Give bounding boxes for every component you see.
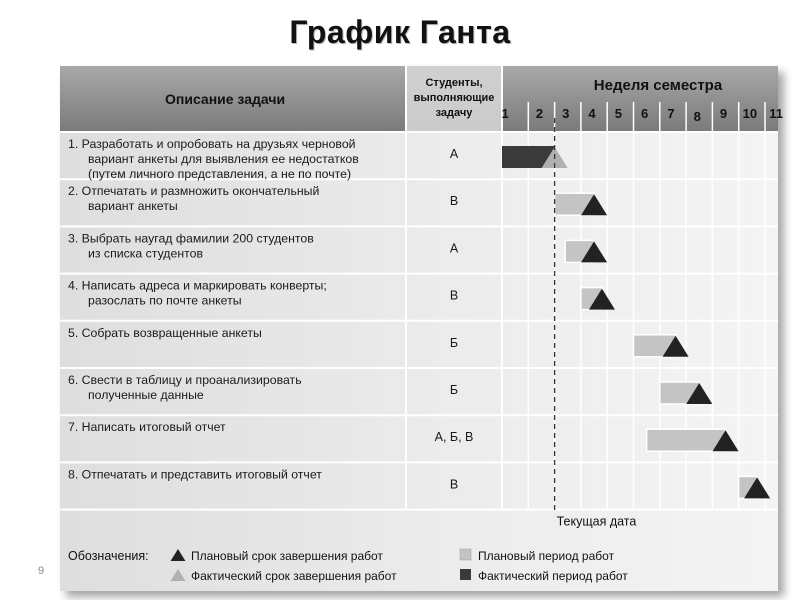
week-tick-label: 9 <box>719 106 728 121</box>
week-tick-label: 4 <box>588 106 596 121</box>
week-tick-label: 10 <box>742 106 758 121</box>
task-description: 3. Выбрать наугад фамилии 200 студентов <box>68 231 314 246</box>
week-tick-label: 5 <box>614 106 622 121</box>
students-column-header: Студенты, <box>425 77 483 89</box>
week-column-header: Неделя семестра <box>593 77 723 94</box>
week-tick-label: 8 <box>693 109 701 124</box>
task-description: вариант анкеты <box>88 199 178 214</box>
task-students: В <box>449 288 459 303</box>
planned-period-bar <box>647 429 726 451</box>
task-description: 4. Написать адреса и маркировать конверты; <box>68 278 327 293</box>
task-description: 6. Свести в таблицу и проанализировать <box>68 373 302 387</box>
legend-actual-period-label: Фактический период работ <box>478 569 628 583</box>
task-description: 5. Собрать возвращенные анкеты <box>68 325 262 340</box>
legend-planned-period-icon <box>460 549 471 560</box>
task-students: А <box>449 241 459 256</box>
students-column-header: выполняющие <box>413 92 495 104</box>
task-description: 7. Написать итоговый отчет <box>68 420 226 435</box>
legend-actual-period-icon <box>460 569 471 580</box>
legend-planned-deadline-label: Плановый срок завершения работ <box>191 549 383 563</box>
task-description: (путем личного представления, а не по почте) <box>88 167 352 181</box>
task-students: А, Б, В <box>434 430 474 445</box>
week-tick-label: 2 <box>535 106 544 121</box>
page-title: График Ганта <box>289 14 511 50</box>
task-description: 1. Разработать и опробовать на друзьях черновой <box>68 137 356 151</box>
week-tick-label: 1 <box>501 106 509 121</box>
task-description: вариант анкеты для выявления ее недостатков <box>88 152 359 166</box>
task-description: разослать по почте анкеты <box>88 293 242 308</box>
gantt-table <box>60 66 784 591</box>
students-column-header: задачу <box>435 107 473 119</box>
gantt-chart <box>60 66 784 591</box>
task-students: Б <box>449 335 459 350</box>
legend-actual-deadline-label: Фактический срок завершения работ <box>191 569 397 583</box>
task-students: В <box>449 477 459 492</box>
legend-planned-period-label: Плановый период работ <box>478 549 615 563</box>
task-description: 2. Отпечатать и размножить окончательный <box>68 184 320 199</box>
task-students: Б <box>449 383 459 397</box>
legend-title: Обозначения: <box>68 549 149 563</box>
task-description: полученные данные <box>88 388 204 402</box>
task-students: А <box>449 147 459 161</box>
week-tick-label: 11 <box>769 106 784 121</box>
week-tick-label: 3 <box>562 106 570 121</box>
task-students: В <box>449 194 459 209</box>
current-date-label: Текущая дата <box>556 514 637 529</box>
week-tick-label: 7 <box>667 106 675 121</box>
task-description: 8. Отпечатать и представить итоговый отчет <box>68 467 322 482</box>
task-column-header: Описание задачи <box>165 91 286 107</box>
task-description: из списка студентов <box>88 246 203 261</box>
slide-number: 9 <box>38 565 45 577</box>
week-tick-label: 6 <box>641 106 649 121</box>
